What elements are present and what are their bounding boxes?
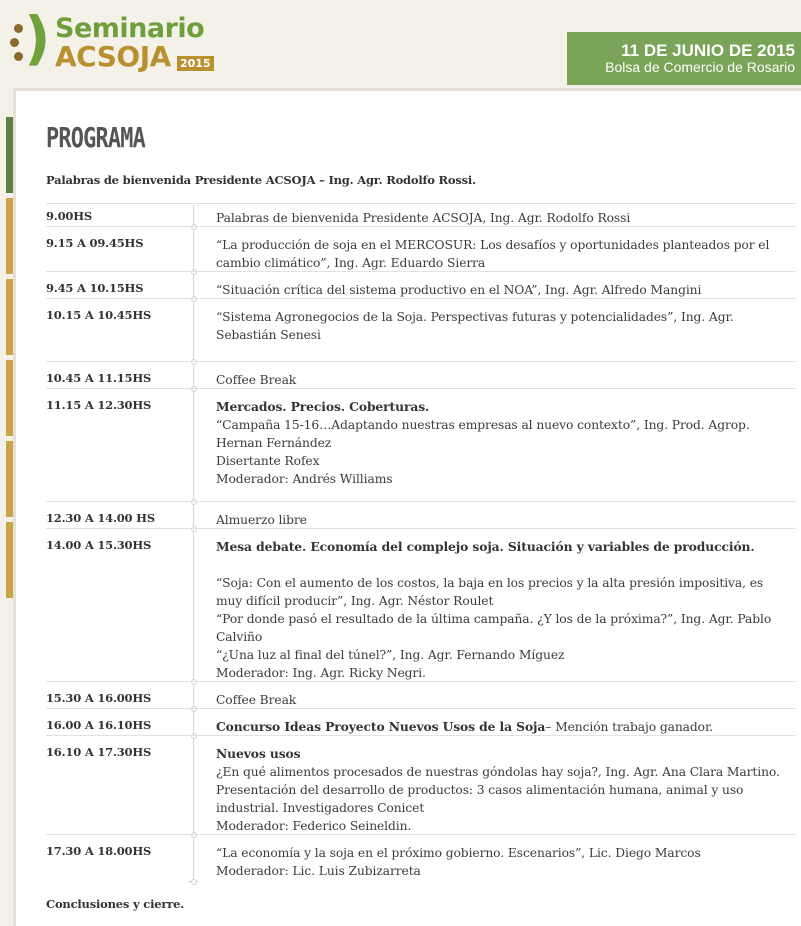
event-venue: Bolsa de Comercio de Rosario <box>605 59 795 75</box>
row-divider <box>46 203 796 204</box>
side-tab-6[interactable] <box>6 522 13 598</box>
row-description <box>216 281 791 299</box>
site-header <box>0 0 801 90</box>
row-spacer <box>216 556 791 574</box>
row-heading: Mercados. Precios. Coberturas. <box>216 399 430 414</box>
logo-text-seminario: Seminario <box>55 13 205 44</box>
row-description <box>216 511 791 529</box>
row-description <box>216 691 791 709</box>
row-line: Moderador: Federico Seineldin. <box>216 819 412 833</box>
row-line: “La producción de soja en el MERCOSUR: Los desafíos y oportunidades planteados por el cambio climático”, Ing. Agr. Eduardo Sierra <box>216 238 770 270</box>
row-time: 14.00 A 15.30HS <box>46 538 152 552</box>
row-description <box>216 844 791 880</box>
row-line: Coffee Break <box>216 693 297 707</box>
row-line: “Campaña 15-16…Adaptando nuestras empresas al nuevo contexto”, Ing. Prod. Agrop. Hernan Fernández <box>216 418 750 450</box>
event-date: 11 DE JUNIO DE 2015 <box>621 41 795 60</box>
welcome-note: Palabras de bienvenida Presidente ACSOJA – Ing. Agr. Rodolfo Rossi. <box>46 173 476 187</box>
logo-year-badge: 2015 <box>177 56 214 71</box>
side-tab-programa[interactable] <box>6 117 13 193</box>
row-description <box>216 236 791 272</box>
row-line: Moderador: Lic. Luis Zubizarreta <box>216 864 421 878</box>
row-heading: Concurso Ideas Proyecto Nuevos Usos de la Soja <box>216 719 546 734</box>
row-divider <box>46 361 796 362</box>
row-description <box>216 308 791 344</box>
page-title: PROGRAMA <box>46 121 145 154</box>
seminario-logo[interactable] <box>10 4 211 73</box>
row-line: “La economía y la soja en el próximo gobierno. Escenarios”, Lic. Diego Marcos <box>216 846 701 860</box>
row-time: 16.10 A 17.30HS <box>46 745 152 759</box>
row-line: Moderador: Andrés Williams <box>216 472 393 486</box>
row-line: Moderador: Ing. Agr. Ricky Negri. <box>216 666 426 680</box>
closing-note: Conclusiones y cierre. <box>46 897 184 911</box>
row-description <box>216 398 791 488</box>
row-heading: Nuevos usos <box>216 746 301 761</box>
side-tab-5[interactable] <box>6 441 13 517</box>
row-line: Presentación del desarrollo de productos: 3 casos alimentación humana, animal y uso industrial. Investigadores Conicet <box>216 783 744 815</box>
row-line: “Por donde pasó el resultado de la última campaña. ¿Y los de la próxima?”, Ing. Agr. Pablo Calviño <box>216 612 772 644</box>
row-time: 17.30 A 18.00HS <box>46 844 152 858</box>
event-date-box <box>567 32 801 85</box>
row-description <box>216 718 791 736</box>
row-line: “¿Una luz al final del túnel?”, Ing. Agr. Fernando Míguez <box>216 648 565 662</box>
row-divider <box>46 501 796 502</box>
row-time: 11.15 A 12.30HS <box>46 398 152 412</box>
logo-paren-icon: ) <box>24 4 51 72</box>
row-line: Almuerzo libre <box>216 513 307 527</box>
side-tab-3[interactable] <box>6 279 13 355</box>
row-line: ¿En qué alimentos procesados de nuestras góndolas hay soja?, Ing. Agr. Ana Clara Martino. <box>216 765 780 779</box>
row-time: 12.30 A 14.00 HS <box>46 511 155 525</box>
logo-text-acsoja: ACSOJA <box>55 40 171 73</box>
programa-panel <box>13 88 801 926</box>
row-line: “Situación crítica del sistema productivo en el NOA”, Ing. Agr. Alfredo Mangini <box>216 283 702 297</box>
row-time: 9.15 A 09.45HS <box>46 236 144 250</box>
row-line: Disertante Rofex <box>216 454 320 468</box>
row-time: 9.45 A 10.15HS <box>46 281 144 295</box>
row-description <box>216 371 791 389</box>
timeline-node-icon <box>188 881 198 882</box>
side-tab-4[interactable] <box>6 360 13 436</box>
row-time: 10.45 A 11.15HS <box>46 371 152 385</box>
row-description <box>216 745 791 835</box>
row-time: 9.00HS <box>46 209 92 223</box>
row-time: 15.30 A 16.00HS <box>46 691 152 705</box>
row-time: 16.00 A 16.10HS <box>46 718 152 732</box>
side-tab-2[interactable] <box>6 198 13 274</box>
row-heading: Mesa debate. Economía del complejo soja. Situación y variables de producción. <box>216 539 755 554</box>
timeline-line <box>193 205 194 881</box>
row-line: “Sistema Agronegocios de la Soja. Perspectivas futuras y potencialidades”, Ing. Agr. Sebastián Senesi <box>216 310 734 342</box>
row-line: “Soja: Con el aumento de los costos, la baja en los precios y la alta presión impositiva, es muy difícil producir”, Ing. Agr. Néstor Roulet <box>216 576 764 608</box>
row-description <box>216 209 791 227</box>
row-heading-suffix: – Mención trabajo ganador. <box>545 720 714 734</box>
row-line: Coffee Break <box>216 373 297 387</box>
row-line: Palabras de bienvenida Presidente ACSOJA, Ing. Agr. Rodolfo Rossi <box>216 211 631 225</box>
row-description <box>216 538 791 682</box>
row-time: 10.15 A 10.45HS <box>46 308 152 322</box>
